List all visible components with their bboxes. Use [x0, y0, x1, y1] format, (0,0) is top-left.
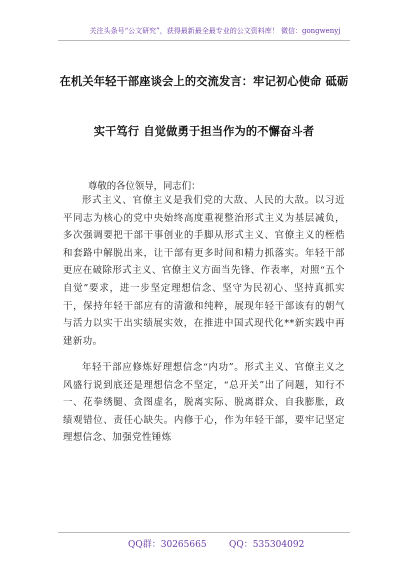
- header-promo-text: 关注头条号“公文研究”，获得最新最全最专业的公文资料库！ 微信：gongwenyj: [89, 27, 341, 35]
- paragraph-1: 形式主义、官僚主义是我们党的大敌、人民的大敌。以习近平同志为核心的党中央始终高度重视整治形式主义为基层减负，多次强调要把干部干事创业的手脚从形式主义、官僚主义的桎梏和套路中解脱出来，让干部有更多时间和精力抓落实。年轻干部更应在破除形式主义、官僚主义方面当先锋、作表率，对照“五个自觉”要求，进一步坚定理想信念、坚守为民初心、坚持真抓实干，保持年轻干部应有的清澈和纯粹，展现年轻干部该有的朝气与活力以实干出实绩展实效，在推进中国式现代化**新实践中再建新功。: [63, 195, 345, 347]
- document-title-line-2: 实干笃行 自觉做勇于担当作为的不懈奋斗者: [93, 124, 315, 138]
- greeting: 尊敬的各位领导，同志们：: [88, 181, 201, 192]
- footer-qq-number: QQ：535304092: [229, 540, 305, 550]
- footer-qq-group: QQ群：30265665: [128, 540, 207, 550]
- header-divider: [58, 40, 350, 41]
- document-title-line-1: 在机关年轻干部座谈会上的交流发言：牢记初心使命 砥砺: [59, 74, 349, 88]
- paragraph-2: 年轻干部应修炼好理想信念“内功”。形式主义、官僚主义之风盛行说到底还是理想信念不坚定，“总开关”出了问题，知行不一、花拳绣腿、贪图虚名，脱离实际、脱离群众、自我膨胀，政绩观错位、责任心缺失。内修于心，作为年轻干部，要牢记坚定理想信念、加强党性锤炼: [63, 362, 345, 444]
- footer-divider: [58, 532, 350, 533]
